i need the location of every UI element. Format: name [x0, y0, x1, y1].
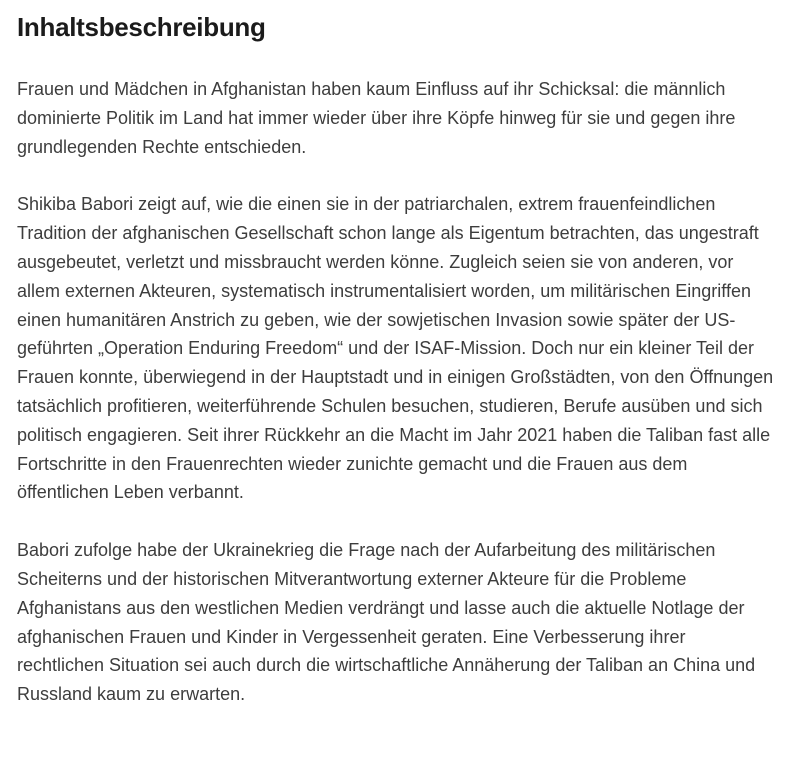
paragraph-main: Shikiba Babori zeigt auf, wie die einen sie in der patriarchalen, extrem frauenfeindlichen Tradition der afghanischen Gesellschaft schon lange als Eigentum betrachten, das ungestraft ausgebeutet, verletzt und missbraucht werden könne. Zugleich seien sie von anderen, vor allem externen Akteuren, systematisch instrumentalisiert worden, um militärischen Eingriffen einen humanitären Anstrich zu geben, wie der sowjetischen Invasion sowie später der US-geführten „Operation Enduring Freedom“ und der ISAF-Mission. Doch nur ein kleiner Teil der Frauen konnte, überwiegend in der Hauptstadt und in einigen Großstädten, von den Öffnungen tatsächlich profitieren, weiterführende Schulen besuchen, studieren, Berufe ausüben und sich politisch engagieren. Seit ihrer Rückkehr an die Macht im Jahr 2021 haben die Taliban fast alle Fortschritte in den Frauenrechten wieder zunichte gemacht und die Frauen aus dem öffentlichen Leben verbannt. — [17, 194, 774, 503]
paragraph-intro: Frauen und Mädchen in Afghanistan haben kaum Einfluss auf ihr Schicksal: die männlich dominierte Politik im Land hat immer wieder über ihre Köpfe hinweg für sie und gegen ihre grundlegenden Rechte entschieden. — [17, 79, 736, 157]
paragraph-outlook: Babori zufolge habe der Ukrainekrieg die Frage nach der Aufarbeitung des militärischen Scheiterns und der historischen Mitverantwortung externer Akteure für die Probleme Afghanistans aus den westlichen Medien verdrängt und lasse auch die aktuelle Notlage der afghanischen Frauen und Kinder in Vergessenheit geraten. Eine Verbesserung ihrer rechtlichen Situation sei auch durch die wirtschaftliche Annäherung der Taliban an China und Russland kaum zu erwarten. — [17, 540, 756, 705]
page-title: Inhaltsbeschreibung — [17, 12, 266, 42]
